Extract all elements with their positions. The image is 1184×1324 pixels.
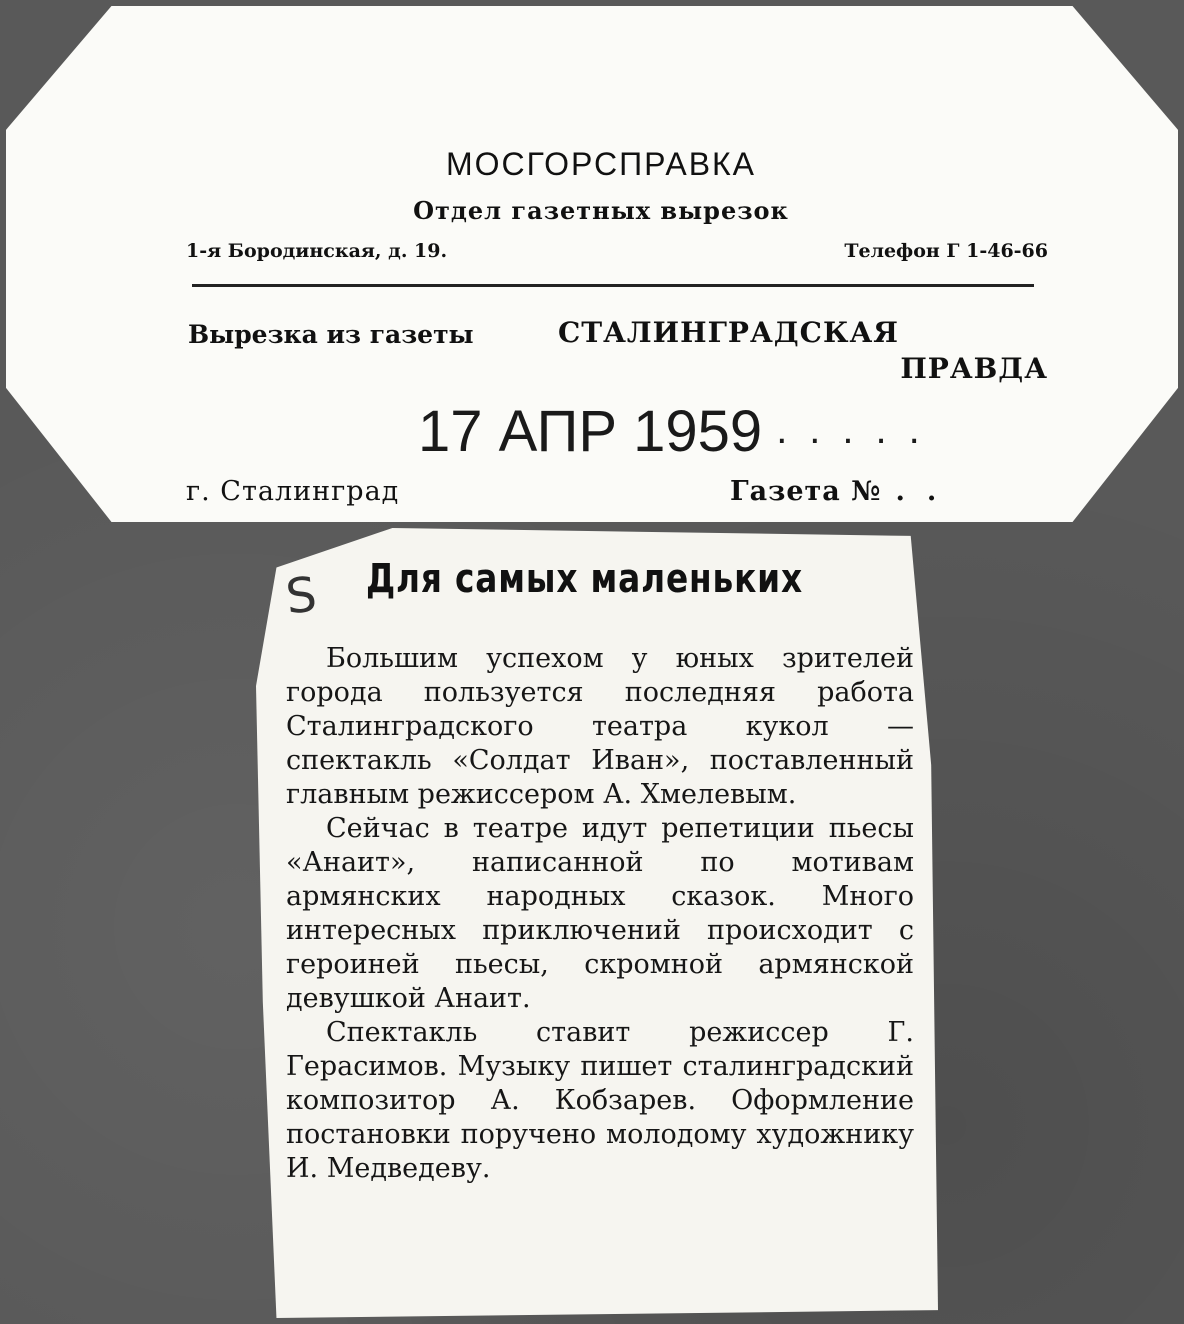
article-paragraph: Большим успехом у юных зрителей города пользуется последняя работа Сталинградского театра кукол — спектакль «Солдат Иван», поставленный главным режиссером А. Хмелевым. [286,643,914,810]
agency-address: 1-я Бородинская, д. 19. [186,240,448,262]
issue-fill-dots: .. [895,476,959,507]
article-paragraph: Сейчас в театре идут репетиции пьесы «Анаит», написанной по мотивам армянских народных сказок. Много интересных приключений происходит с героиней пьесы, скромной армянской девушкой Анаит. [286,813,914,1014]
date-stamp-text: 17 АПР 1959 [418,399,763,464]
article-headline: Для самых маленьких [366,556,803,602]
clip-source-label: Вырезка из газеты [188,320,474,349]
city-label: г. Сталинград [186,476,400,507]
article-paragraph: Спектакль ставит режиссер Г. Герасимов. Музыку пишет сталинградский композитор А. Кобзарев. Оформление постановки поручено молодому художнику И. Медведеву. [286,1017,914,1184]
handwritten-mark: S [283,566,320,626]
issue-number [730,476,958,507]
date-fill-dots: ..... [776,408,942,452]
article-body [286,642,914,1186]
newspaper-name-line2: ПРАВДА [900,352,1048,385]
agency-phone: Телефон Г 1-46-66 [844,240,1048,262]
newspaper-name-line1: СТАЛИНГРАДСКАЯ [558,316,899,349]
date-stamp [418,398,942,465]
agency-name: МОСГОРСПРАВКА [445,146,757,182]
divider-rule [192,284,1034,287]
issue-label: Газета № [730,476,882,507]
department-name: Отдел газетных вырезок [413,196,789,225]
